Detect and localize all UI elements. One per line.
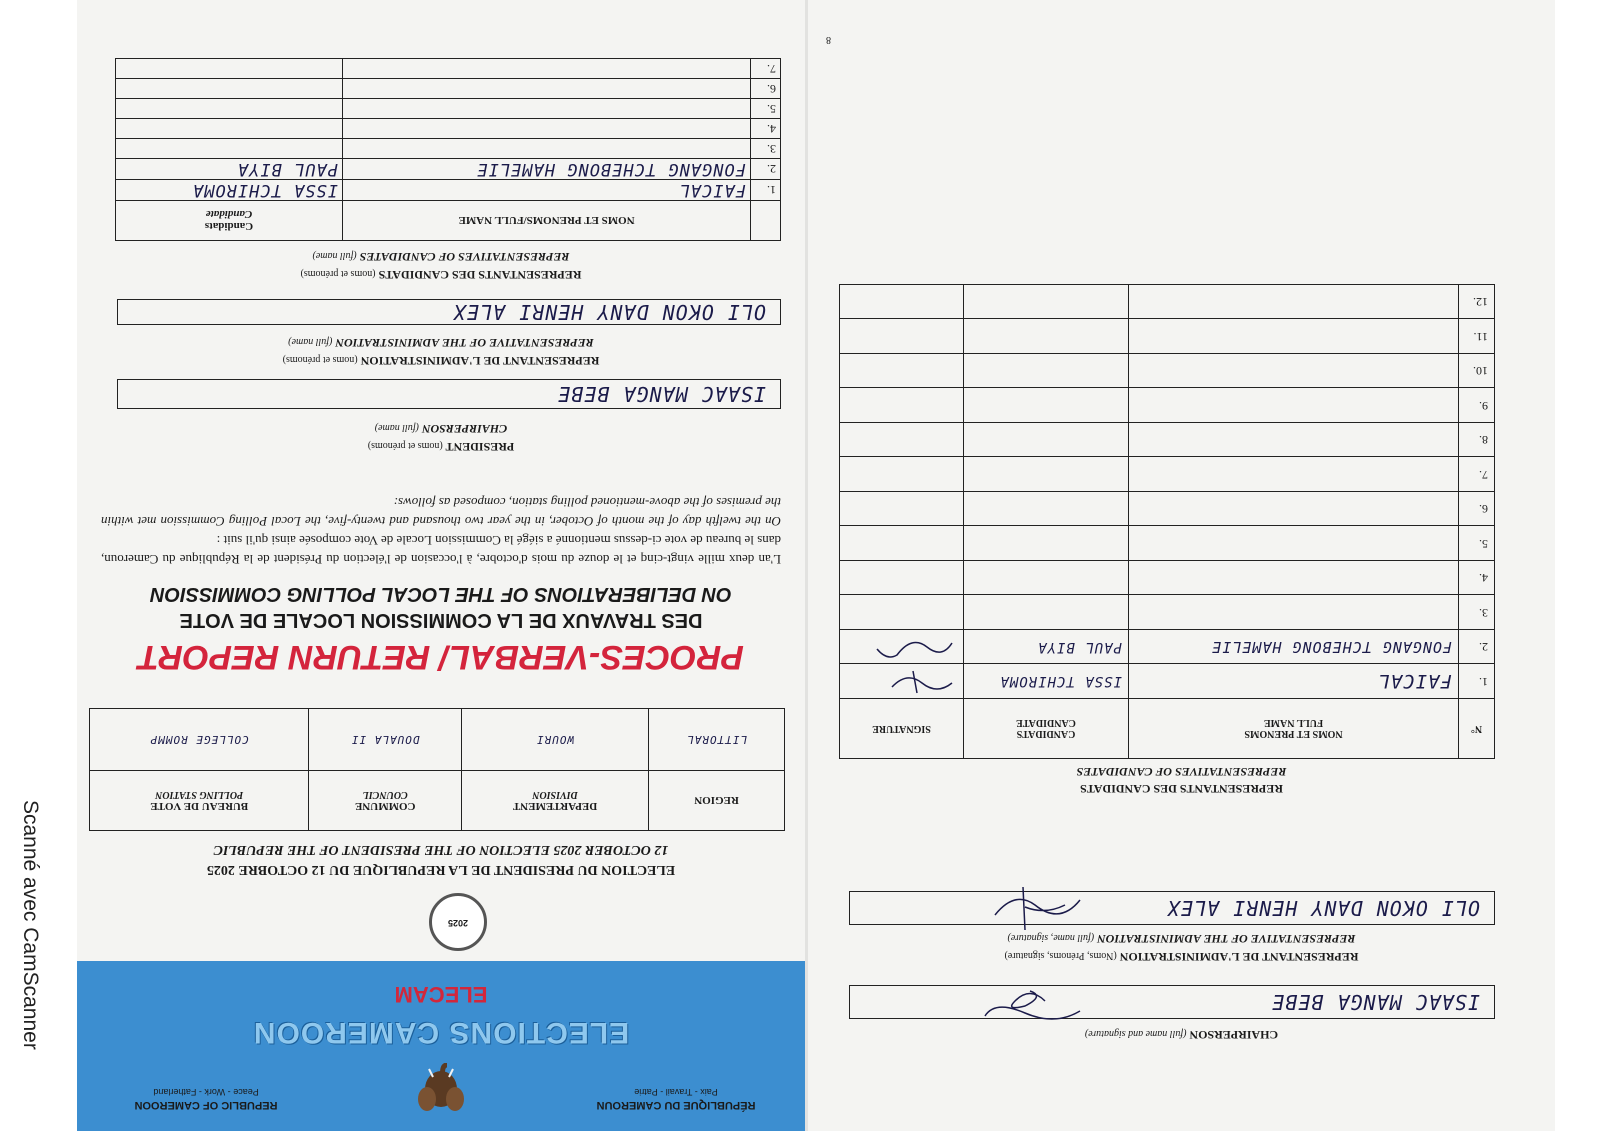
report-subtitle-fr: DES TRAVAUX DE LA COMMISSION LOCALE DE VOTE xyxy=(179,609,703,631)
intro-en: On the twelfth day of the month of October, in the year two thousand and twenty-five, the Local Polling Commission met within the premises of the above-mentioned polling station, composed as follows: xyxy=(101,495,781,529)
value-department: WOURI xyxy=(462,709,649,771)
republic-en-block xyxy=(91,1087,321,1111)
table-row: 11. xyxy=(840,319,1495,354)
candidate-reps-table xyxy=(115,58,781,241)
table-row: 7. xyxy=(840,457,1495,492)
admin-rep-label: REPRESENTANT DE L'ADMINISTRATION (noms et prénoms) REPRESENTATIVE OF THE ADMINISTRATION (full name) xyxy=(282,336,600,368)
chairperson-field xyxy=(849,985,1495,1019)
signature-2-icon xyxy=(867,635,957,663)
header-region: REGION xyxy=(649,771,785,831)
president-label: PRESIDENT (noms et prénoms) CHAIRPERSON (full name) xyxy=(367,422,515,454)
scanner-watermark xyxy=(6,800,46,1100)
election-title xyxy=(77,839,805,879)
table-row: 7. xyxy=(116,59,781,79)
admin-rep-name: OLI OKON DANY HENRI ALEX xyxy=(453,300,766,324)
admin-rep-field xyxy=(117,299,781,325)
org-acronym: ELECAM xyxy=(394,982,488,1007)
rep-candidate: PAUL BIYA xyxy=(964,630,1129,665)
value-region: LITTORAL xyxy=(649,709,785,771)
motto-en: Peace - Work - Fatherland xyxy=(153,1087,259,1097)
header-candidate: CANDIDATS CANDIDATE xyxy=(964,699,1129,759)
right-admin-rep-field xyxy=(849,891,1495,925)
intro-paragraph xyxy=(101,493,781,569)
org-name: ELECTIONS CAMEROON xyxy=(252,1016,630,1049)
return-report-cover-page xyxy=(77,0,805,1131)
header-department: DEPARTEMENT DIVISION xyxy=(462,771,649,831)
rep-signature xyxy=(840,630,964,665)
president-name: ISAAC MANGA BEBE xyxy=(557,382,766,406)
right-candidate-reps-table xyxy=(839,284,1495,759)
chairperson-signature-icon xyxy=(975,981,1085,1031)
republic-en: REPUBLIC OF CAMEROON xyxy=(134,1099,278,1111)
candidate-reps-label: REPRESENTANTS DES CANDIDATS (noms et prénoms) REPRESENTATIVES OF CANDIDATES (full name) xyxy=(300,250,582,282)
table-row: 3. xyxy=(840,595,1495,630)
motto-fr: Paix - Travail - Patrie xyxy=(634,1087,718,1097)
value-council: DOUALA II xyxy=(309,709,462,771)
election-title-fr: ELECTION DU PRESIDENT DE LA REPUBLIQUE DU 12 OCTOBRE 2025 xyxy=(206,862,676,877)
table-row: 4. xyxy=(116,119,781,139)
rep-name: FAICAL xyxy=(343,180,751,201)
chairperson-name: ISAAC MANGA BEBE xyxy=(1271,990,1480,1014)
table-row: 3. xyxy=(116,139,781,159)
table-row: 9. xyxy=(840,388,1495,423)
table-row: 5. xyxy=(840,526,1495,561)
rep-candidate: ISSA TCHIROMA xyxy=(116,180,343,201)
seal-year: 2025 xyxy=(447,918,469,928)
table-row: 1. FAICAL ISSA TCHIROMA xyxy=(840,664,1495,699)
elephant-emblem-icon xyxy=(411,1063,471,1123)
table-row: 10. xyxy=(840,354,1495,389)
table-row: 2. FONGANG TCHEBONG HAMELIE PAUL BIYA xyxy=(840,630,1495,665)
table-row: 12. xyxy=(840,285,1495,320)
location-table xyxy=(89,708,785,831)
admin-rep-signature-icon xyxy=(975,885,1085,935)
rep-name: FONGANG TCHEBONG HAMELIE xyxy=(343,159,751,180)
report-title: PROCES-VERBAL/ RETURN REPORT xyxy=(138,638,744,676)
table-row: 5. xyxy=(116,99,781,119)
report-subtitle-en: ON DELIBERATIONS OF THE LOCAL POLLING COMMISSION xyxy=(150,583,732,605)
election-title-en: 12 OCTOBER 2025 ELECTION OF THE PRESIDENT OF THE REPUBLIC xyxy=(213,842,669,857)
president-field xyxy=(117,379,781,409)
header-polling-station: BUREAU DE VOTE POLLING STATION xyxy=(90,771,309,831)
signature-1-icon xyxy=(867,669,957,697)
rep-name: FAICAL xyxy=(1129,664,1459,699)
republic-fr-block xyxy=(561,1087,791,1111)
chairperson-label: CHAIRPERSON (full name and signature) xyxy=(1084,1028,1279,1042)
intro-fr: L'an deux mille vingt-cinq et le douze du mois d'octobre, à l'occasion de l'élection du Président de la République du Cameroun, dans le bureau de vote ci-dessus mentionné a siégé la Commission Locale de Vote composée ainsi qu'il suit : xyxy=(101,533,781,567)
header-candidate: Candidats Candidate xyxy=(116,201,343,241)
elecam-banner xyxy=(77,961,805,1131)
header-num: N° xyxy=(1459,699,1495,759)
republic-fr: RÉPUBLIQUE DU CAMEROUN xyxy=(596,1099,756,1111)
signature-page xyxy=(808,0,1555,1131)
header-full-name: NOMS ET PRENOMS FULL NAME xyxy=(1129,699,1459,759)
header-council: COMMUNE COUNCIL xyxy=(309,771,462,831)
table-row: 8. xyxy=(840,423,1495,458)
header-num xyxy=(751,201,781,241)
table-row: 6. xyxy=(116,79,781,99)
table-row: 1. FAICAL ISSA TCHIROMA xyxy=(116,180,781,201)
rep-candidate: ISSA TCHIROMA xyxy=(964,664,1129,699)
right-admin-rep-name: OLI OKON DANY HENRI ALEX xyxy=(1167,896,1480,920)
scanner-label: Scanné avec CamScanner xyxy=(19,800,42,1050)
header-full-name: NOMS ET PRENOMS/FULL NAME xyxy=(343,201,751,241)
table-row: 6. xyxy=(840,492,1495,527)
rep-signature xyxy=(840,664,964,699)
right-admin-rep-label: REPRESENTANT DE L'ADMINISTRATION (Noms, Prénoms, signature) REPRESENTATIVE OF THE ADMINISTRATION (full name, signature) xyxy=(1004,932,1359,964)
value-polling-station: COLLEGE ROMMP xyxy=(90,709,309,771)
election-seal-icon xyxy=(429,893,487,951)
rep-candidate: PAUL BIYA xyxy=(116,159,343,180)
page-number: 8 xyxy=(826,34,831,45)
header-signature: SIGNATURE xyxy=(840,699,964,759)
table-row: 4. xyxy=(840,561,1495,596)
right-candidate-reps-label: REPRESENTANTS DES CANDIDATS REPRESENTATIVES OF CANDIDATES xyxy=(1076,765,1287,796)
rep-name: FONGANG TCHEBONG HAMELIE xyxy=(1129,630,1459,665)
table-row: 2. FONGANG TCHEBONG HAMELIE PAUL BIYA xyxy=(116,159,781,180)
